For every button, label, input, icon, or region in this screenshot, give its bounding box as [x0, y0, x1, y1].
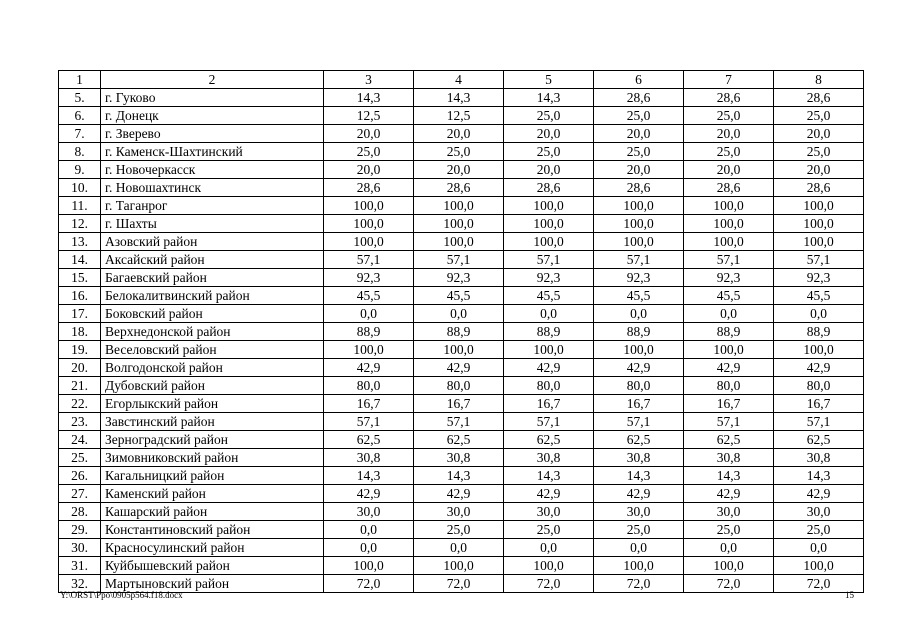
value-cell: 25,0: [594, 143, 684, 161]
value-cell: 62,5: [324, 431, 414, 449]
value-cell: 57,1: [684, 413, 774, 431]
value-cell: 42,9: [684, 485, 774, 503]
territory-name-cell: г. Донецк: [101, 107, 324, 125]
value-cell: 25,0: [504, 107, 594, 125]
row-number-cell: 25.: [59, 449, 101, 467]
value-cell: 57,1: [594, 413, 684, 431]
territory-name-cell: 2: [101, 71, 324, 89]
row-number-cell: 26.: [59, 467, 101, 485]
row-number-cell: 21.: [59, 377, 101, 395]
value-cell: 20,0: [684, 125, 774, 143]
territory-name-cell: Кагальницкий район: [101, 467, 324, 485]
value-cell: 100,0: [324, 341, 414, 359]
table-row: [59, 503, 864, 521]
row-number-cell: 20.: [59, 359, 101, 377]
value-cell: 45,5: [324, 287, 414, 305]
value-cell: 92,3: [504, 269, 594, 287]
table-row: [59, 107, 864, 125]
value-cell: 25,0: [504, 143, 594, 161]
value-cell: 57,1: [774, 413, 864, 431]
table-row: [59, 125, 864, 143]
value-cell: 25,0: [414, 521, 504, 539]
value-cell: 100,0: [324, 557, 414, 575]
table-row: [59, 161, 864, 179]
value-cell: 20,0: [504, 161, 594, 179]
territory-name-cell: г. Гуково: [101, 89, 324, 107]
value-cell: 42,9: [504, 485, 594, 503]
value-cell: 28,6: [774, 179, 864, 197]
value-cell: 100,0: [684, 197, 774, 215]
value-cell: 100,0: [594, 197, 684, 215]
value-cell: 20,0: [774, 125, 864, 143]
row-number-cell: 8.: [59, 143, 101, 161]
value-cell: 100,0: [774, 197, 864, 215]
value-cell: 88,9: [324, 323, 414, 341]
value-cell: 80,0: [504, 377, 594, 395]
value-cell: 0,0: [684, 305, 774, 323]
value-cell: 72,0: [594, 575, 684, 593]
value-cell: 57,1: [594, 251, 684, 269]
value-cell: 20,0: [324, 161, 414, 179]
territory-name-cell: Верхнедонской район: [101, 323, 324, 341]
table-row: [59, 233, 864, 251]
value-cell: 28,6: [684, 179, 774, 197]
value-cell: 30,8: [504, 449, 594, 467]
value-cell: 80,0: [324, 377, 414, 395]
row-number-cell: 5.: [59, 89, 101, 107]
territory-name-cell: г. Таганрог: [101, 197, 324, 215]
value-cell: 20,0: [324, 125, 414, 143]
value-cell: 42,9: [324, 485, 414, 503]
value-cell: 92,3: [414, 269, 504, 287]
value-cell: 57,1: [684, 251, 774, 269]
table-row: [59, 557, 864, 575]
value-cell: 100,0: [594, 341, 684, 359]
table-row: [59, 251, 864, 269]
value-cell: 100,0: [414, 557, 504, 575]
value-cell: 100,0: [504, 557, 594, 575]
row-number-cell: 27.: [59, 485, 101, 503]
value-cell: 42,9: [774, 485, 864, 503]
value-cell: 57,1: [414, 413, 504, 431]
value-cell: 3: [324, 71, 414, 89]
row-number-cell: 6.: [59, 107, 101, 125]
value-cell: 30,0: [414, 503, 504, 521]
value-cell: 100,0: [414, 341, 504, 359]
value-cell: 0,0: [594, 305, 684, 323]
value-cell: 28,6: [414, 179, 504, 197]
value-cell: 57,1: [324, 413, 414, 431]
value-cell: 0,0: [414, 539, 504, 557]
territory-name-cell: Аксайский район: [101, 251, 324, 269]
table-row: [59, 287, 864, 305]
value-cell: 57,1: [324, 251, 414, 269]
table-row: [59, 539, 864, 557]
value-cell: 100,0: [324, 233, 414, 251]
value-cell: 92,3: [684, 269, 774, 287]
value-cell: 0,0: [774, 539, 864, 557]
value-cell: 42,9: [414, 485, 504, 503]
value-cell: 30,8: [684, 449, 774, 467]
value-cell: 20,0: [414, 161, 504, 179]
table-row: [59, 431, 864, 449]
value-cell: 30,0: [324, 503, 414, 521]
value-cell: 0,0: [414, 305, 504, 323]
value-cell: 0,0: [324, 521, 414, 539]
value-cell: 25,0: [504, 521, 594, 539]
value-cell: 30,0: [504, 503, 594, 521]
value-cell: 30,8: [324, 449, 414, 467]
value-cell: 72,0: [504, 575, 594, 593]
value-cell: 62,5: [504, 431, 594, 449]
value-cell: 0,0: [594, 539, 684, 557]
value-cell: 25,0: [684, 143, 774, 161]
territory-name-cell: Дубовский район: [101, 377, 324, 395]
value-cell: 25,0: [684, 521, 774, 539]
value-cell: 16,7: [504, 395, 594, 413]
row-number-cell: 15.: [59, 269, 101, 287]
value-cell: 0,0: [324, 539, 414, 557]
value-cell: 14,3: [414, 467, 504, 485]
footer-file-path: Y:\ORST\Ppo\0905p564.f18.docx: [60, 590, 183, 600]
territory-name-cell: Константиновский район: [101, 521, 324, 539]
value-cell: 100,0: [774, 557, 864, 575]
value-cell: 0,0: [684, 539, 774, 557]
value-cell: 20,0: [774, 161, 864, 179]
territory-name-cell: Боковский район: [101, 305, 324, 323]
table-row: [59, 377, 864, 395]
value-cell: 100,0: [504, 215, 594, 233]
value-cell: 62,5: [774, 431, 864, 449]
value-cell: 28,6: [324, 179, 414, 197]
value-cell: 30,0: [594, 503, 684, 521]
value-cell: 42,9: [594, 485, 684, 503]
value-cell: 30,0: [684, 503, 774, 521]
table-row: [59, 341, 864, 359]
value-cell: 88,9: [684, 323, 774, 341]
table-row: [59, 197, 864, 215]
territory-name-cell: Завстинский район: [101, 413, 324, 431]
value-cell: 100,0: [684, 233, 774, 251]
territory-name-cell: г. Шахты: [101, 215, 324, 233]
value-cell: 0,0: [774, 305, 864, 323]
value-cell: 88,9: [504, 323, 594, 341]
row-number-cell: 16.: [59, 287, 101, 305]
row-number-cell: 19.: [59, 341, 101, 359]
value-cell: 14,3: [684, 467, 774, 485]
table-row: [59, 359, 864, 377]
territory-name-cell: Егорлыкский район: [101, 395, 324, 413]
value-cell: 100,0: [684, 341, 774, 359]
value-cell: 72,0: [324, 575, 414, 593]
value-cell: 100,0: [324, 215, 414, 233]
value-cell: 25,0: [324, 143, 414, 161]
territory-name-cell: Волгодонской район: [101, 359, 324, 377]
value-cell: 16,7: [774, 395, 864, 413]
table-row: [59, 395, 864, 413]
value-cell: 30,8: [594, 449, 684, 467]
row-number-cell: 10.: [59, 179, 101, 197]
value-cell: 28,6: [684, 89, 774, 107]
territory-name-cell: Куйбышевский район: [101, 557, 324, 575]
value-cell: 25,0: [774, 521, 864, 539]
value-cell: 25,0: [594, 521, 684, 539]
value-cell: 45,5: [414, 287, 504, 305]
value-cell: 92,3: [324, 269, 414, 287]
territory-name-cell: г. Новошахтинск: [101, 179, 324, 197]
value-cell: 42,9: [774, 359, 864, 377]
value-cell: 100,0: [504, 341, 594, 359]
value-cell: 0,0: [504, 539, 594, 557]
value-cell: 25,0: [594, 107, 684, 125]
value-cell: 16,7: [414, 395, 504, 413]
value-cell: 100,0: [774, 215, 864, 233]
territory-name-cell: Каменский район: [101, 485, 324, 503]
value-cell: 30,8: [414, 449, 504, 467]
table-header-row: [59, 71, 864, 89]
value-cell: 16,7: [684, 395, 774, 413]
table-row: [59, 305, 864, 323]
territory-name-cell: г. Новочеркасск: [101, 161, 324, 179]
value-cell: 80,0: [774, 377, 864, 395]
value-cell: 45,5: [594, 287, 684, 305]
value-cell: 14,3: [414, 89, 504, 107]
row-number-cell: 31.: [59, 557, 101, 575]
value-cell: 25,0: [414, 143, 504, 161]
value-cell: 0,0: [324, 305, 414, 323]
territory-name-cell: Белокалитвинский район: [101, 287, 324, 305]
data-table: [58, 70, 864, 593]
row-number-cell: 12.: [59, 215, 101, 233]
row-number-cell: 14.: [59, 251, 101, 269]
row-number-cell: 28.: [59, 503, 101, 521]
value-cell: 80,0: [414, 377, 504, 395]
row-number-cell: 13.: [59, 233, 101, 251]
value-cell: 14,3: [774, 467, 864, 485]
territory-name-cell: Багаевский район: [101, 269, 324, 287]
row-number-cell: 11.: [59, 197, 101, 215]
value-cell: 25,0: [774, 143, 864, 161]
table-row: [59, 143, 864, 161]
value-cell: 28,6: [774, 89, 864, 107]
value-cell: 14,3: [504, 89, 594, 107]
value-cell: 30,8: [774, 449, 864, 467]
value-cell: 100,0: [774, 341, 864, 359]
territory-name-cell: Азовский район: [101, 233, 324, 251]
value-cell: 88,9: [594, 323, 684, 341]
value-cell: 42,9: [684, 359, 774, 377]
value-cell: 0,0: [504, 305, 594, 323]
value-cell: 57,1: [414, 251, 504, 269]
territory-name-cell: г. Зверево: [101, 125, 324, 143]
value-cell: 100,0: [324, 197, 414, 215]
value-cell: 80,0: [684, 377, 774, 395]
table-row: [59, 467, 864, 485]
value-cell: 25,0: [774, 107, 864, 125]
table-row: [59, 179, 864, 197]
value-cell: 62,5: [684, 431, 774, 449]
table-row: [59, 413, 864, 431]
value-cell: 16,7: [324, 395, 414, 413]
territory-name-cell: Кашарский район: [101, 503, 324, 521]
row-number-cell: 18.: [59, 323, 101, 341]
value-cell: 20,0: [684, 161, 774, 179]
value-cell: 100,0: [594, 215, 684, 233]
value-cell: 20,0: [594, 125, 684, 143]
value-cell: 6: [594, 71, 684, 89]
table-row: [59, 449, 864, 467]
value-cell: 100,0: [504, 197, 594, 215]
table-row: [59, 323, 864, 341]
table-row: [59, 89, 864, 107]
table-row: [59, 215, 864, 233]
row-number-cell: 1: [59, 71, 101, 89]
value-cell: 92,3: [774, 269, 864, 287]
value-cell: 100,0: [414, 215, 504, 233]
table-row: [59, 485, 864, 503]
value-cell: 20,0: [594, 161, 684, 179]
value-cell: 57,1: [504, 413, 594, 431]
value-cell: 12,5: [414, 107, 504, 125]
value-cell: 62,5: [414, 431, 504, 449]
value-cell: 45,5: [504, 287, 594, 305]
row-number-cell: 22.: [59, 395, 101, 413]
value-cell: 14,3: [324, 89, 414, 107]
row-number-cell: 30.: [59, 539, 101, 557]
value-cell: 100,0: [684, 215, 774, 233]
value-cell: 30,0: [774, 503, 864, 521]
value-cell: 72,0: [774, 575, 864, 593]
value-cell: 42,9: [594, 359, 684, 377]
value-cell: 92,3: [594, 269, 684, 287]
value-cell: 45,5: [774, 287, 864, 305]
value-cell: 100,0: [594, 557, 684, 575]
value-cell: 16,7: [594, 395, 684, 413]
value-cell: 42,9: [324, 359, 414, 377]
value-cell: 28,6: [594, 179, 684, 197]
value-cell: 80,0: [594, 377, 684, 395]
territory-name-cell: Красносулинский район: [101, 539, 324, 557]
row-number-cell: 24.: [59, 431, 101, 449]
value-cell: 4: [414, 71, 504, 89]
value-cell: 100,0: [414, 197, 504, 215]
value-cell: 20,0: [504, 125, 594, 143]
table-row: [59, 269, 864, 287]
table-row: [59, 521, 864, 539]
territory-name-cell: Веселовский район: [101, 341, 324, 359]
row-number-cell: 9.: [59, 161, 101, 179]
value-cell: 57,1: [774, 251, 864, 269]
row-number-cell: 29.: [59, 521, 101, 539]
value-cell: 20,0: [414, 125, 504, 143]
value-cell: 7: [684, 71, 774, 89]
value-cell: 88,9: [774, 323, 864, 341]
value-cell: 100,0: [504, 233, 594, 251]
value-cell: 42,9: [414, 359, 504, 377]
territory-name-cell: Зерноградский район: [101, 431, 324, 449]
value-cell: 14,3: [594, 467, 684, 485]
value-cell: 25,0: [684, 107, 774, 125]
value-cell: 45,5: [684, 287, 774, 305]
value-cell: 42,9: [504, 359, 594, 377]
value-cell: 100,0: [594, 233, 684, 251]
value-cell: 88,9: [414, 323, 504, 341]
row-number-cell: 7.: [59, 125, 101, 143]
value-cell: 100,0: [414, 233, 504, 251]
value-cell: 100,0: [774, 233, 864, 251]
value-cell: 62,5: [594, 431, 684, 449]
value-cell: 100,0: [684, 557, 774, 575]
value-cell: 14,3: [504, 467, 594, 485]
footer-page-number: 15: [845, 590, 854, 600]
value-cell: 8: [774, 71, 864, 89]
row-number-cell: 32.: [59, 575, 101, 593]
value-cell: 28,6: [594, 89, 684, 107]
row-number-cell: 23.: [59, 413, 101, 431]
value-cell: 72,0: [684, 575, 774, 593]
territory-name-cell: Мартыновский район: [101, 575, 324, 593]
territory-name-cell: г. Каменск-Шахтинский: [101, 143, 324, 161]
territory-name-cell: Зимовниковский район: [101, 449, 324, 467]
value-cell: 12,5: [324, 107, 414, 125]
value-cell: 28,6: [504, 179, 594, 197]
value-cell: 72,0: [414, 575, 504, 593]
value-cell: 57,1: [504, 251, 594, 269]
value-cell: 5: [504, 71, 594, 89]
value-cell: 14,3: [324, 467, 414, 485]
row-number-cell: 17.: [59, 305, 101, 323]
